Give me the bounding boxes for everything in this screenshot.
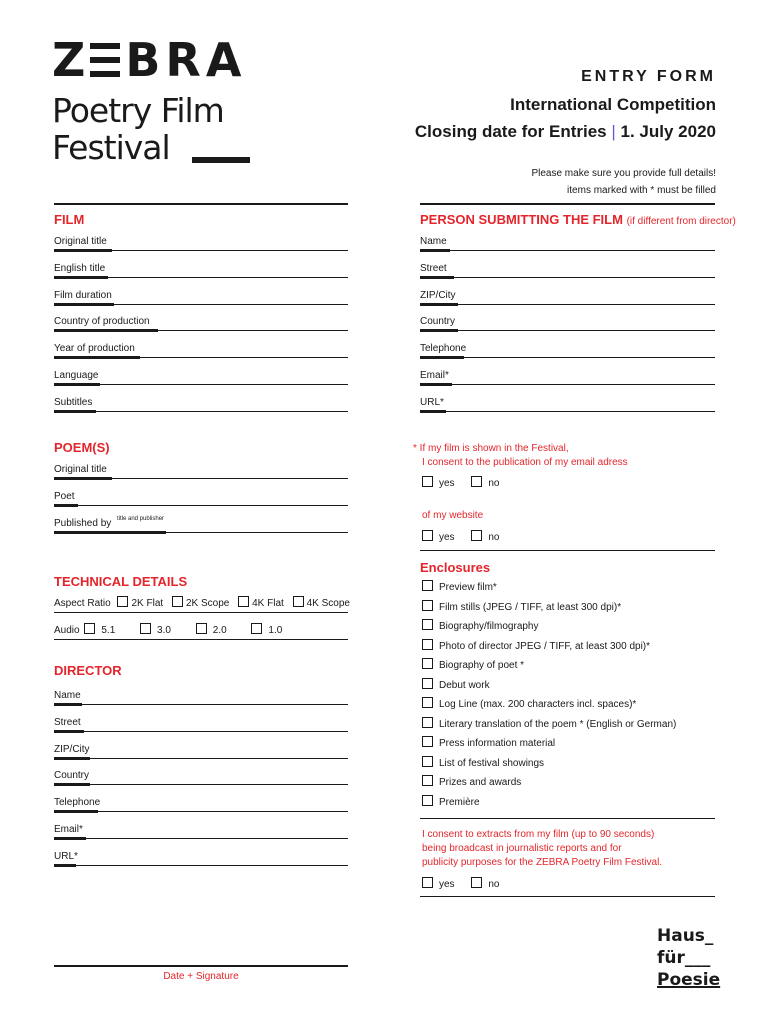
film-fields-label: Year of production [54, 343, 135, 355]
film-fields-label: English title [54, 262, 106, 274]
submitter-title-note: (if different from director) [626, 216, 736, 227]
film-fields-input-line[interactable] [54, 330, 348, 331]
poem-fields-label: Original title [54, 464, 107, 475]
enclosures-bottom-rule [420, 818, 715, 819]
enclosure-label: Biography/filmography [439, 621, 539, 632]
submitter-fields-label: Email* [420, 370, 449, 381]
enclosure-label: Log Line (max. 200 characters incl. spaces)* [439, 699, 637, 710]
director-fields-label: Street [54, 716, 81, 728]
closing-date-prefix: Closing date for Entries [414, 122, 607, 141]
broadcast-consent-no-checkbox[interactable] [471, 877, 482, 888]
consent-bottom-rule [420, 550, 715, 551]
enclosure-label: List of festival showings [439, 757, 545, 769]
film-fields-label: Original title [54, 236, 107, 247]
film-fields-label: Film duration [54, 289, 112, 301]
enclosure-checkbox[interactable] [422, 619, 433, 630]
signature-label: Date + Signature [163, 971, 239, 982]
enclosures-section-title: Enclosures [420, 560, 491, 575]
enclosure-checkbox[interactable] [422, 639, 433, 650]
enclosure-checkbox[interactable] [422, 756, 433, 767]
hfp-line2: für___ [657, 948, 711, 968]
poem-fields-label: Poet [54, 490, 75, 502]
closing-date-separator: | [611, 122, 616, 141]
director-fields-label: Telephone [54, 797, 101, 809]
film-fields-label: Country of production [54, 316, 150, 328]
director-fields-input-line[interactable] [54, 784, 348, 785]
enclosure-checkbox[interactable] [422, 580, 433, 591]
logo-bra: BRA [125, 33, 247, 87]
enclosure-checkbox[interactable] [422, 697, 433, 708]
director-fields-label: Name [54, 690, 81, 701]
website-consent-no-label: no [488, 532, 500, 543]
film-fields-input-line[interactable] [54, 357, 348, 358]
film-fields-input-line[interactable] [54, 384, 348, 385]
director-section-title: DIRECTOR [54, 663, 122, 678]
closing-date-value: 1. July 2020 [620, 122, 716, 141]
audio-1-0-label: 1.0 [268, 625, 283, 636]
film-fields-input-line[interactable] [54, 277, 348, 278]
enclosure-item [422, 580, 497, 593]
broadcast-consent-yes-label: yes [439, 879, 455, 890]
aspect-2k-flat-label: 2K Flat [131, 598, 164, 609]
enclosure-checkbox[interactable] [422, 795, 433, 806]
logo-z: Z [52, 33, 91, 87]
email-consent-line2: I consent to the publication of my email adress [422, 457, 628, 468]
film-fields-input-line[interactable] [54, 304, 348, 305]
enclosure-item [422, 697, 636, 710]
submitter-fields-input-line[interactable] [420, 357, 715, 358]
submitter-fields-label: Street [420, 262, 447, 274]
submitter-fields-label: Name [420, 236, 447, 247]
published-by-note: title and publisher [117, 516, 165, 522]
submitter-fields-input-line[interactable] [420, 330, 715, 331]
audio-5-1-checkbox[interactable] [84, 623, 95, 634]
submitter-fields-label: ZIP/City [420, 289, 456, 301]
header-note-2: items marked with * must be filled [567, 185, 716, 196]
audio-2-0-checkbox[interactable] [196, 623, 207, 634]
broadcast-consent-options [422, 877, 499, 890]
poem-fields-input-line[interactable] [54, 505, 348, 506]
website-consent-label: of my website [422, 510, 484, 521]
enclosure-label: Press information material [439, 738, 556, 749]
submitter-fields-label: Country [420, 316, 456, 328]
email-consent-line1: * If my film is shown in the Festival, [413, 443, 569, 454]
aspect-4k-scope-checkbox[interactable] [293, 596, 304, 607]
aspect-4k-flat-checkbox[interactable] [238, 596, 249, 607]
enclosure-item [422, 619, 539, 632]
film-fields-label: Language [54, 370, 99, 381]
form-title: ENTRY FORM [581, 68, 716, 85]
submitter-fields-label: Telephone [420, 343, 467, 355]
enclosure-label: Prizes and awards [439, 777, 522, 788]
enclosure-item [422, 775, 521, 788]
hfp-line1: Haus_ [657, 926, 714, 946]
logo-e-bars-icon [90, 43, 120, 77]
festival-name-line1: Poetry Film [52, 91, 224, 130]
technical-section-title: TECHNICAL DETAILS [54, 574, 188, 589]
submitter-fields-input-line[interactable] [420, 277, 715, 278]
closing-date [415, 122, 716, 142]
competition-title: International Competition [510, 95, 716, 114]
email-consent-no-checkbox[interactable] [471, 476, 482, 487]
enclosure-label: Photo of director JPEG / TIFF, at least 300 dpi)* [439, 640, 651, 652]
website-consent-options [422, 530, 499, 543]
film-section-title: FILM [54, 212, 85, 227]
submitter-top-rule [420, 203, 715, 205]
poem-fields-input-line[interactable] [54, 532, 348, 533]
film-fields-label: Subtitles [54, 396, 93, 408]
submitter-fields-input-line[interactable] [420, 384, 715, 385]
website-consent-yes-checkbox[interactable] [422, 530, 433, 541]
email-consent-yes-checkbox[interactable] [422, 476, 433, 487]
logo-underline [192, 157, 250, 163]
audio-3-0-checkbox[interactable] [140, 623, 151, 634]
audio-row [54, 623, 282, 636]
director-fields-label: Email* [54, 824, 83, 835]
aspect-2k-scope-label: 2K Scope [185, 598, 230, 609]
submitter-fields-label: URL* [420, 396, 444, 408]
broadcast-bottom-rule [420, 896, 715, 897]
submitter-fields-input-line[interactable] [420, 250, 715, 251]
email-consent-options [422, 476, 499, 489]
enclosure-label: Debut work [439, 679, 490, 691]
submitter-fields-input-line[interactable] [420, 411, 715, 412]
email-consent-yes-label: yes [439, 478, 455, 489]
haus-fuer-poesie-logo [657, 925, 720, 991]
director-fields-label: Country [54, 770, 90, 782]
director-fields-input-line[interactable] [54, 758, 348, 759]
audio-3-0-label: 3.0 [157, 625, 171, 636]
website-consent-no-checkbox[interactable] [471, 530, 482, 541]
festival-name [52, 92, 224, 166]
film-top-rule [54, 203, 348, 205]
enclosure-label: Biography of poet * [439, 660, 525, 671]
director-fields-input-line[interactable] [54, 811, 348, 812]
signature-line[interactable] [54, 965, 348, 967]
broadcast-consent-line1: I consent to extracts from my film (up to 90 seconds) [422, 829, 655, 840]
audio-rule [54, 639, 348, 640]
enclosure-item [422, 736, 555, 749]
audio-2-0-label: 2.0 [212, 625, 227, 636]
audio-5-1-label: 5.1 [101, 625, 116, 636]
submitter-fields-input-line[interactable] [420, 304, 715, 305]
website-consent-yes-label: yes [439, 532, 455, 543]
enclosure-label: Film stills (JPEG / TIFF, at least 300 dpi)* [439, 601, 622, 613]
email-consent-no-label: no [488, 478, 500, 489]
film-fields-input-line[interactable] [54, 250, 348, 251]
submitter-title-text: PERSON SUBMITTING THE FILM [420, 212, 623, 227]
enclosure-item [422, 639, 650, 652]
aspect-4k-flat-label: 4K Flat [252, 598, 284, 609]
director-fields-label: URL* [54, 850, 78, 862]
enclosure-checkbox[interactable] [422, 717, 433, 728]
director-fields-input-line[interactable] [54, 704, 348, 705]
enclosure-label: Literary translation of the poem * (English or German) [439, 718, 677, 730]
enclosure-label: Preview film* [439, 582, 497, 593]
aspect-2k-flat-checkbox[interactable] [117, 596, 128, 607]
broadcast-consent-yes-checkbox[interactable] [422, 877, 433, 888]
enclosure-checkbox[interactable] [422, 658, 433, 669]
header-note-1: Please make sure you provide full details! [531, 168, 716, 179]
director-fields-label: ZIP/City [54, 743, 90, 755]
audio-1-0-checkbox[interactable] [251, 623, 262, 634]
broadcast-consent-line2: being broadcast in journalistic reports and for [422, 843, 622, 854]
film-fields-input-line[interactable] [54, 411, 348, 412]
enclosure-item [422, 678, 490, 691]
submitter-section-title [420, 212, 736, 227]
enclosure-checkbox[interactable] [422, 678, 433, 689]
poem-section-title: POEM(S) [54, 440, 110, 455]
enclosure-item [422, 756, 544, 769]
enclosure-item [422, 795, 480, 808]
audio-label: Audio [54, 625, 80, 636]
director-fields-input-line[interactable] [54, 731, 348, 732]
aspect-ratio-row [54, 596, 350, 609]
festival-name-line2: Festival [52, 128, 170, 167]
enclosure-checkbox[interactable] [422, 775, 433, 786]
zebra-logo [52, 33, 247, 87]
aspect-2k-scope-checkbox[interactable] [172, 596, 183, 607]
aspect-ratio-rule [54, 612, 348, 613]
enclosure-item [422, 600, 621, 613]
enclosure-item [422, 717, 676, 730]
aspect-ratio-label: Aspect Ratio [54, 598, 111, 609]
director-fields-input-line[interactable] [54, 838, 348, 839]
hfp-line3: Poesie [657, 970, 721, 990]
poem-fields-label: Published by [54, 517, 112, 529]
director-fields-input-line[interactable] [54, 865, 348, 866]
enclosure-item [422, 658, 524, 671]
poem-fields-input-line[interactable] [54, 478, 348, 479]
enclosure-checkbox[interactable] [422, 600, 433, 611]
enclosure-label: Première [439, 796, 480, 808]
broadcast-consent-no-label: no [488, 879, 500, 890]
broadcast-consent-line3: publicity purposes for the ZEBRA Poetry Film Festival. [422, 857, 663, 868]
aspect-4k-scope-label: 4K Scope [306, 598, 350, 609]
enclosure-checkbox[interactable] [422, 736, 433, 747]
